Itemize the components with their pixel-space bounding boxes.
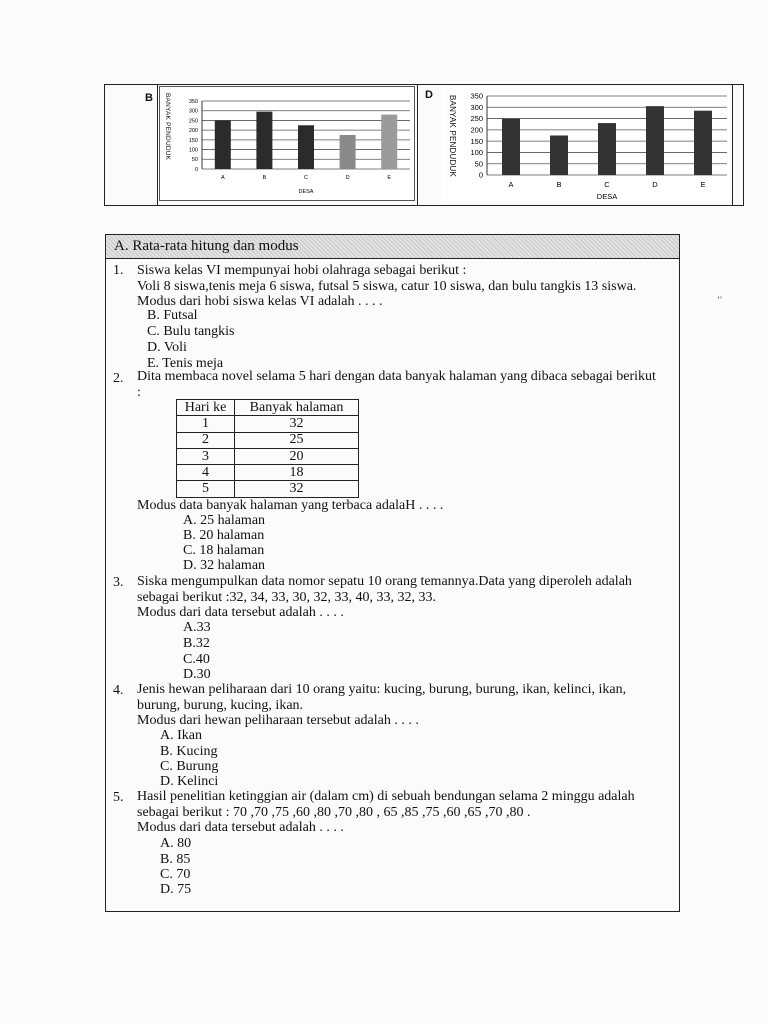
question-line: Modus data banyak halaman yang terbaca adalaH . . . . [137, 498, 444, 513]
question-1-text [137, 263, 636, 310]
table-header: Hari ke [177, 400, 235, 416]
table-cell: 20 [235, 448, 359, 464]
bar [502, 119, 520, 175]
answer-option[interactable]: B. Kucing [160, 744, 218, 759]
table-row [177, 465, 359, 481]
question-4-text [137, 682, 626, 729]
answer-option[interactable]: A.33 [183, 620, 211, 635]
answer-option[interactable]: B. Futsal [147, 308, 198, 323]
y-axis-label: BANYAK PENDUDUK [164, 93, 171, 161]
y-tick-label: 100 [470, 148, 483, 158]
section-title: A. Rata-rata hitung dan modus [114, 238, 299, 254]
answer-option[interactable]: B.32 [183, 636, 210, 651]
question-number: 2. [113, 371, 124, 386]
bar-chart-d [441, 86, 730, 201]
question-line: Siska mengumpulkan data nomor sepatu 10 orang temannya.Data yang diperoleh adalah [137, 574, 632, 589]
y-tick-label: 100 [188, 147, 198, 154]
bar [215, 120, 231, 169]
x-tick-label: D [345, 175, 350, 181]
bar [550, 136, 568, 176]
x-tick-label: D [652, 180, 658, 189]
answer-option[interactable]: D.30 [183, 667, 211, 682]
question-line: Hasil penelitian ketinggian air (dalam cm) di sebuah bendungan selama 2 minggu adalah [137, 789, 635, 804]
x-tick-label: C [604, 180, 610, 189]
y-axis-label: BANYAK PENDUDUK [448, 95, 457, 177]
x-tick-label: E [700, 180, 706, 189]
x-tick-label: B [262, 175, 267, 181]
bar [381, 115, 397, 169]
x-tick-label: A [220, 175, 225, 181]
table-row [177, 432, 359, 448]
question-number: 5. [113, 790, 124, 805]
table-cell: 4 [177, 465, 235, 481]
table-cell: 5 [177, 481, 235, 497]
y-tick-label: 50 [474, 159, 483, 169]
bar [646, 106, 664, 175]
margin-mark: ʼ′ [717, 295, 722, 305]
answer-option[interactable]: C. Burung [160, 759, 219, 774]
answer-option[interactable]: D. Kelinci [160, 774, 219, 789]
table-row [177, 448, 359, 464]
answer-option[interactable]: C. 70 [160, 867, 191, 882]
table-header: Banyak halaman [235, 400, 359, 416]
y-tick-label: 350 [188, 98, 198, 105]
bar [694, 111, 712, 175]
answer-option[interactable]: D. Voli [147, 340, 187, 355]
question-number: 4. [113, 683, 124, 698]
option-label-b: B [145, 92, 153, 104]
y-tick-label: 150 [470, 136, 483, 146]
table-cell: 3 [177, 448, 235, 464]
table-cell: 25 [235, 432, 359, 448]
bar-chart-b [159, 86, 415, 201]
x-tick-label: B [556, 180, 562, 189]
question-line: Siswa kelas VI mempunyai hobi olahraga sebagai berikut : [137, 263, 467, 278]
question-line: Voli 8 siswa,tenis meja 6 siswa, futsal 5 siswa, catur 10 siswa, dan bulu tangkis 13 siswa. [137, 278, 637, 294]
y-tick-label: 250 [470, 114, 483, 124]
question-line: Dita membaca novel selama 5 hari dengan data banyak halaman yang dibaca sebagai berikut [137, 369, 656, 384]
answer-option[interactable]: B. 85 [160, 852, 191, 867]
bar [256, 112, 272, 169]
answer-option[interactable]: C. Bulu tangkis [147, 324, 235, 339]
question-line: sebagai berikut :32, 34, 33, 30, 32, 33, 40, 33, 32, 33. [137, 589, 437, 605]
table-cell: 18 [235, 465, 359, 481]
question-2-text [137, 369, 656, 400]
question-line: sebagai berikut : 70 ,70 ,75 ,60 ,80 ,70 ,80 , 65 ,85 ,75 ,60 ,65 ,70 ,80 . [137, 804, 531, 820]
table-cell: 2 [177, 432, 235, 448]
question-line: Modus dari hobi siswa kelas VI adalah . . . . [137, 294, 383, 310]
bar-chart-b-plot [160, 87, 414, 200]
y-tick-label: 300 [470, 102, 483, 112]
question-line: burung, burung, kucing, ikan. [137, 697, 304, 713]
table-row [177, 416, 359, 432]
table-cell: 32 [235, 416, 359, 432]
option-label-d: D [425, 89, 433, 101]
y-tick-label: 200 [188, 128, 198, 135]
question-number: 3. [113, 575, 124, 590]
answer-option[interactable]: E. Tenis meja [147, 356, 224, 371]
question-3-text [137, 574, 632, 621]
y-tick-label: 250 [188, 118, 198, 125]
answer-option[interactable]: D. 32 halaman [183, 558, 266, 573]
y-tick-label: 150 [188, 137, 198, 144]
y-tick-label: 0 [194, 166, 198, 173]
question-line: Modus dari hewan peliharaan tersebut adalah . . . . [137, 713, 419, 729]
table-row [177, 481, 359, 497]
table-header-row [177, 400, 359, 416]
y-tick-label: 350 [470, 91, 483, 101]
bar [340, 135, 356, 169]
answer-option[interactable]: A. 80 [160, 836, 192, 851]
answer-option[interactable]: A. Ikan [160, 728, 202, 743]
divider [157, 85, 158, 205]
x-axis-label: DESA [298, 189, 314, 195]
table-cell: 32 [235, 481, 359, 497]
y-tick-label: 300 [188, 108, 198, 115]
question-line: Modus dari data tersebut adalah . . . . [137, 820, 344, 836]
answer-options-strip [104, 84, 744, 206]
question-line: : [137, 384, 141, 400]
question-5-text [137, 789, 635, 836]
bar [598, 123, 616, 175]
y-tick-label: 50 [191, 157, 198, 164]
table-cell: 1 [177, 416, 235, 432]
question-line: Jenis hewan peliharaan dari 10 orang yaitu: kucing, burung, burung, ikan, kelinci, ikan, [137, 682, 627, 697]
x-tick-label: E [387, 175, 392, 181]
pages-read-table [176, 399, 359, 498]
answer-option[interactable]: D. 75 [160, 882, 192, 897]
section-header [106, 235, 679, 259]
question-line: Modus dari data tersebut adalah . . . . [137, 605, 344, 621]
x-tick-label: A [508, 180, 514, 189]
bar [298, 125, 314, 169]
answer-option[interactable]: C.40 [183, 652, 210, 667]
answer-option[interactable]: A. 25 halaman [183, 513, 266, 528]
y-tick-label: 200 [470, 125, 483, 135]
answer-option[interactable]: B. 20 halaman [183, 528, 265, 543]
divider [732, 85, 733, 205]
question-number: 1. [113, 263, 124, 278]
x-axis-label: DESA [596, 192, 618, 200]
y-tick-label: 0 [478, 170, 483, 180]
bar-chart-d-plot [442, 87, 729, 200]
answer-option[interactable]: C. 18 halaman [183, 543, 265, 558]
x-tick-label: C [304, 175, 308, 181]
divider [417, 85, 418, 205]
